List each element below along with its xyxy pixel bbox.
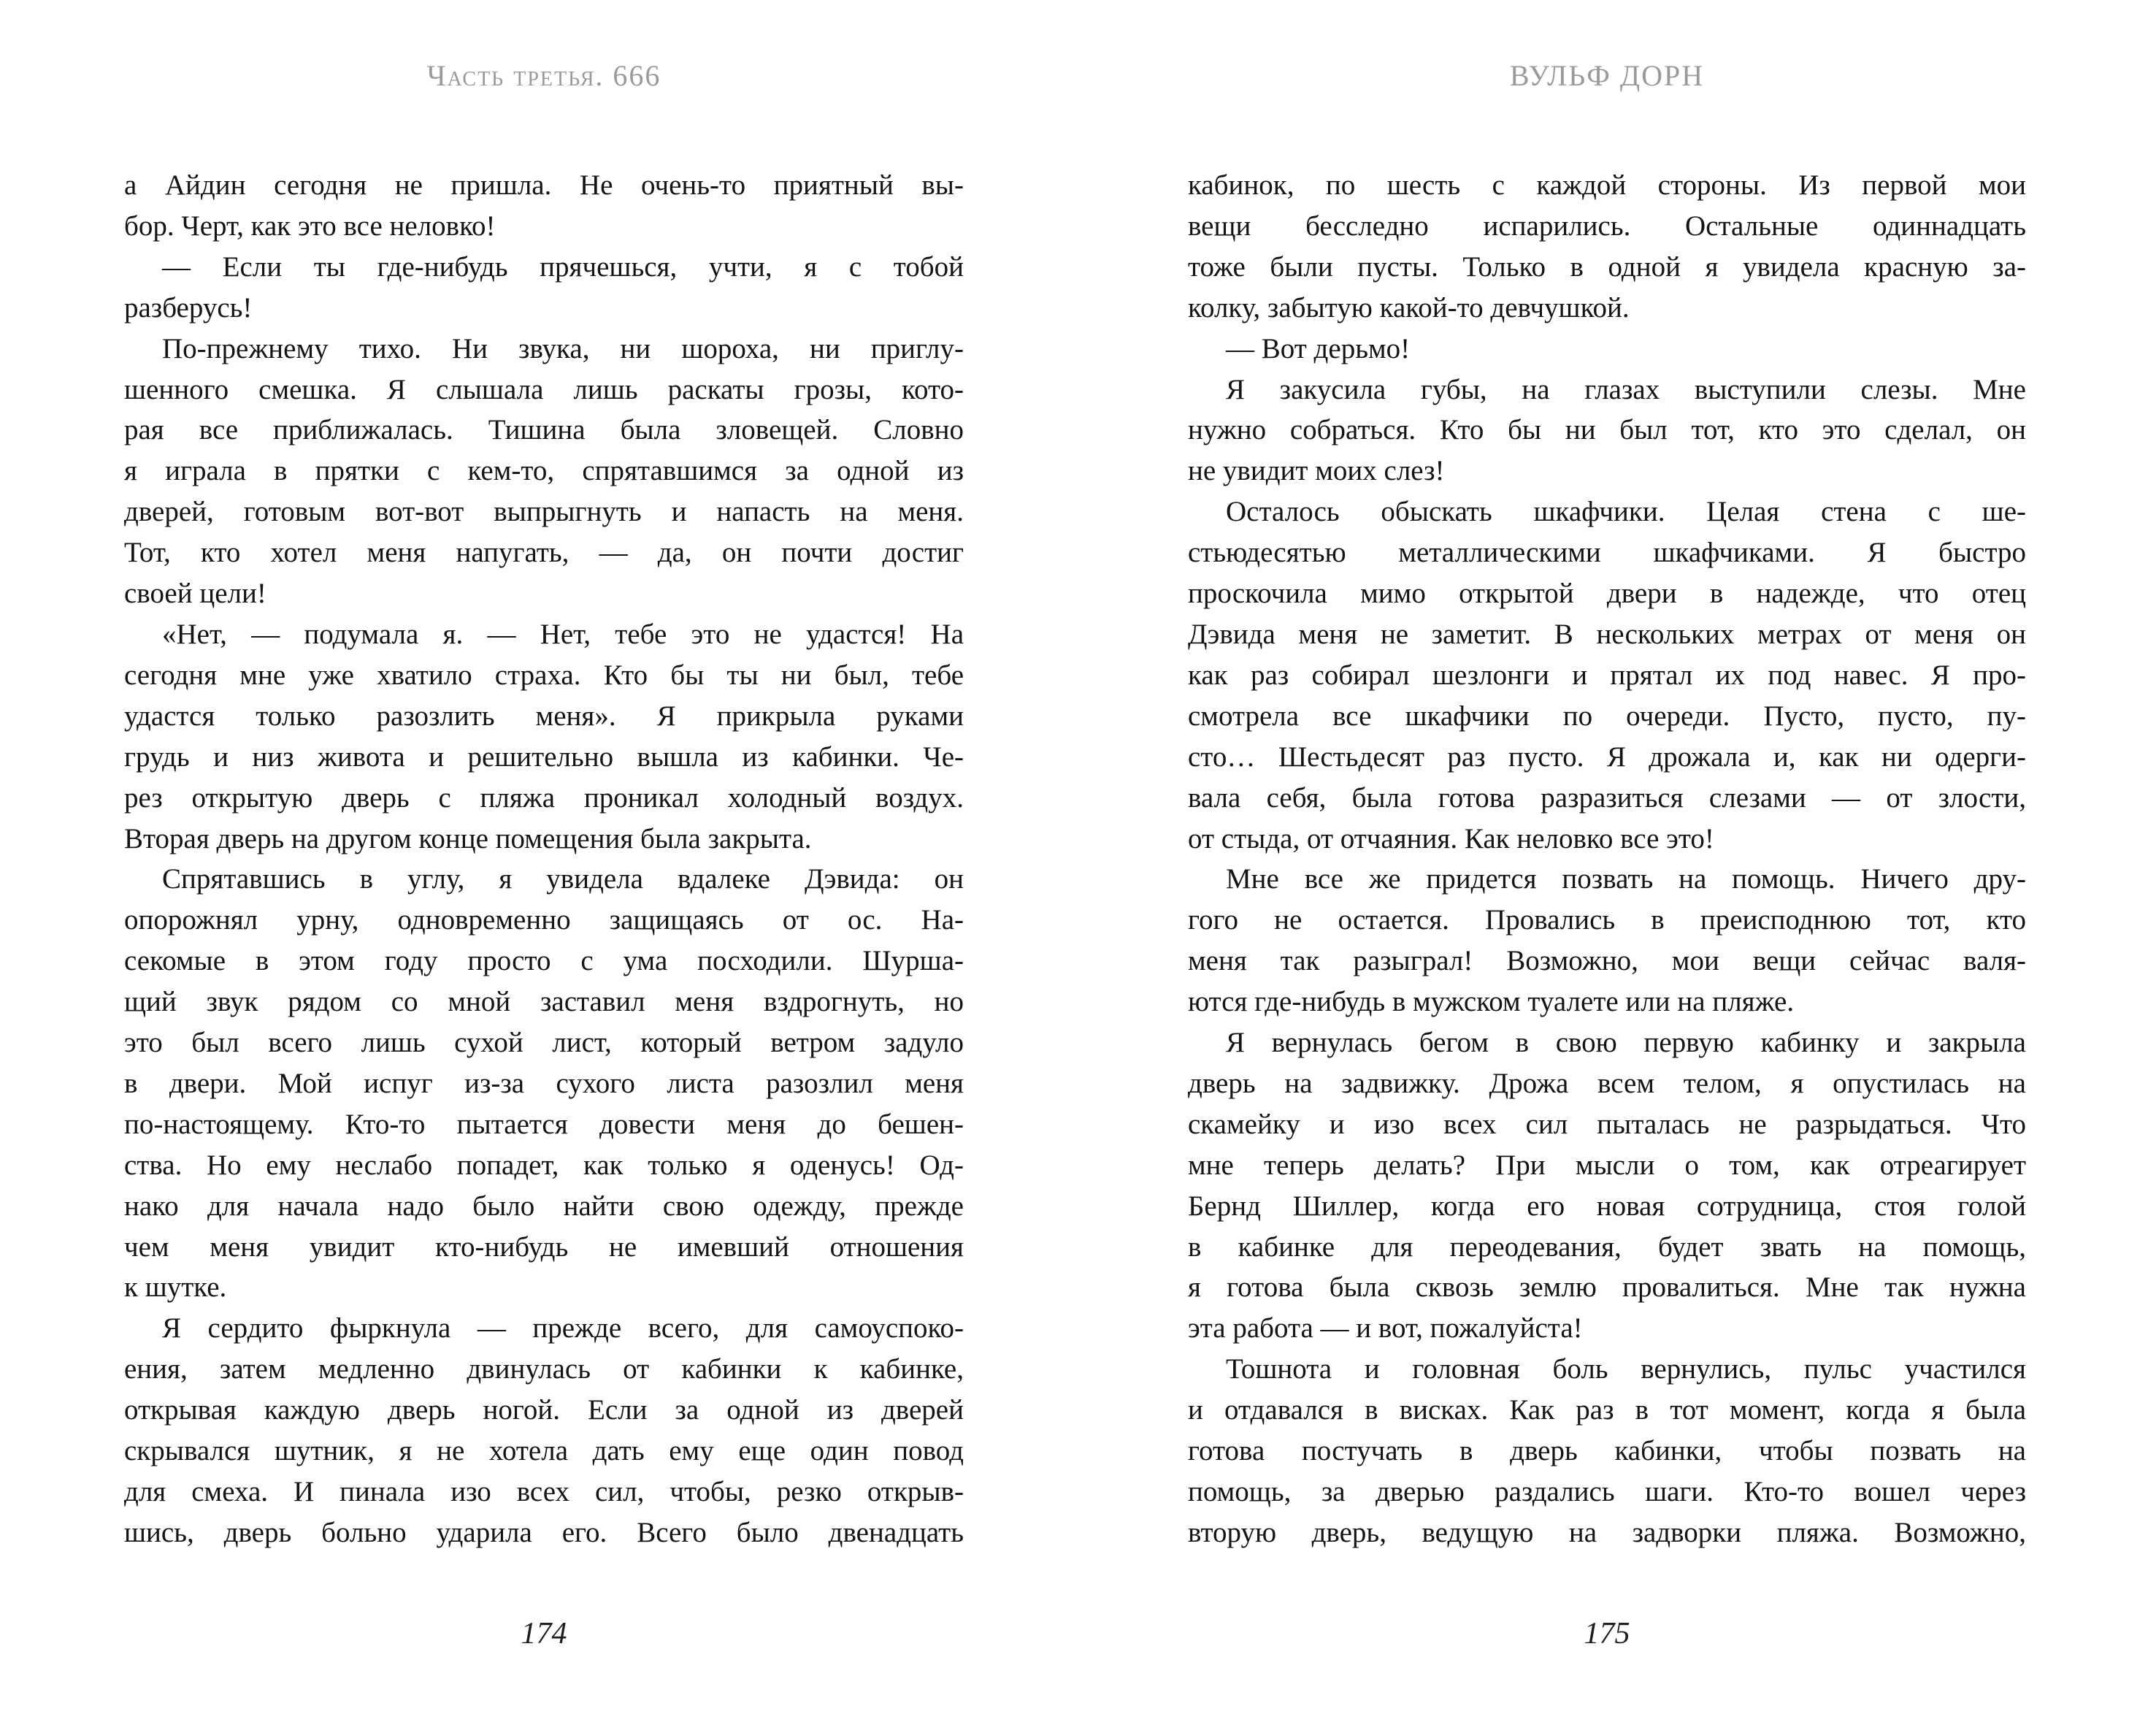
paragraph bbox=[124, 614, 964, 859]
text-line: удастся только разозлить меня». Я прикрыла руками bbox=[124, 700, 964, 732]
text-line: рая все приближалась. Тишина была зловещей. Словно bbox=[124, 414, 964, 446]
page-number-left: 174 bbox=[521, 1617, 567, 1651]
page-left bbox=[124, 0, 964, 1725]
text-line: Тот, кто хотел меня напугать, — да, он почти достиг bbox=[124, 537, 964, 569]
text-line: шись, дверь больно ударила его. Всего было двенадцать bbox=[124, 1516, 964, 1548]
text-line: нако для начала надо было найти свою одежду, прежде bbox=[124, 1190, 964, 1222]
paragraph bbox=[1188, 492, 2026, 859]
text-line: гого не остается. Провались в преисподнюю тот, кто bbox=[1188, 904, 2026, 936]
paragraph bbox=[1188, 370, 2026, 492]
text-line: эта работа — и вот, пожалуйста! bbox=[1188, 1312, 1583, 1345]
text-line: по-настоящему. Кто-то пытается довести меня до бешен- bbox=[124, 1108, 964, 1140]
text-line: Осталось обыскать шкафчики. Целая стена с ше- bbox=[1226, 496, 2026, 528]
page-number-right: 175 bbox=[1584, 1617, 1630, 1651]
text-line: а Айдин сегодня не пришла. Не очень-то приятный вы- bbox=[124, 169, 964, 201]
text-line: для смеха. И пинала изо всех сил, чтобы, резко открыв- bbox=[124, 1476, 964, 1507]
text-line: в кабинке для переодевания, будет звать на помощь, bbox=[1188, 1231, 2026, 1263]
text-line: грудь и низ живота и решительно вышла из кабинки. Че- bbox=[124, 741, 964, 773]
text-line: помощь, за дверью раздались шаги. Кто-то вошел через bbox=[1188, 1476, 2026, 1507]
text-line: бор. Черт, как это все неловко! bbox=[124, 210, 496, 242]
paragraph bbox=[124, 1308, 964, 1553]
paragraph bbox=[1188, 1022, 2026, 1349]
text-line: проскочила мимо открытой двери в надежде, что отец bbox=[1188, 578, 2026, 610]
text-line: Я сердито фыркнула — прежде всего, для самоуспоко- bbox=[162, 1312, 964, 1345]
running-head-left: Часть третья. 666 bbox=[426, 59, 661, 92]
text-line: вторую дверь, ведущую на задворки пляжа. Возможно, bbox=[1188, 1516, 2026, 1548]
text-line: секомые в этом году просто с ума посходили. Шурша- bbox=[124, 945, 964, 977]
text-line: вала себя, была готова разразиться слезами — от злости, bbox=[1188, 781, 2026, 814]
text-line: — Если ты где-нибудь прячешься, учти, я с тобой bbox=[162, 250, 964, 283]
text-line: кабинок, по шесть с каждой стороны. Из первой мои bbox=[1188, 169, 2026, 201]
text-line: мне теперь делать? При мысли о том, как отреагирует bbox=[1188, 1149, 2026, 1181]
text-line: скамейку и изо всех сил пыталась не разрыдаться. Что bbox=[1188, 1108, 2026, 1140]
text-line: сегодня мне уже хватило страха. Кто бы ты ни был, тебе bbox=[124, 659, 964, 691]
text-line: Мне все же придется позвать на помощь. Ничего дру- bbox=[1226, 863, 2026, 895]
text-line: нужно собраться. Кто бы ни был тот, кто это сделал, он bbox=[1188, 414, 2026, 446]
text-line: ения, затем медленно двинулась от кабинки к кабинке, bbox=[124, 1353, 964, 1385]
paragraph bbox=[1188, 165, 2026, 329]
text-line: готова постучать в дверь кабинки, чтобы позвать на bbox=[1188, 1435, 2026, 1467]
text-line: щий звук рядом со мной заставил меня вздрогнуть, но bbox=[124, 986, 964, 1018]
text-line: колку, забытую какой-то девчушкой. bbox=[1188, 291, 1630, 324]
text-line: сто… Шестьдесят раз пусто. Я дрожала и, как ни одерги- bbox=[1188, 741, 2026, 773]
paragraph bbox=[124, 247, 964, 329]
paragraph bbox=[124, 329, 964, 614]
text-line: разберусь! bbox=[124, 291, 253, 324]
text-line: вещи бесследно испарились. Остальные одиннадцать bbox=[1188, 210, 2026, 242]
text-line: опорожнял урну, одновременно защищаясь от ос. На- bbox=[124, 904, 964, 936]
text-line: это был всего лишь сухой лист, который ветром задуло bbox=[124, 1027, 964, 1059]
text-line: как раз собирал шезлонги и прятал их под навес. Я про- bbox=[1188, 659, 2026, 691]
text-line: «Нет, — подумала я. — Нет, тебе это не удастся! На bbox=[162, 618, 964, 650]
text-line: от стыда, от отчаяния. Как неловко все это! bbox=[1188, 822, 1714, 854]
text-line: — Вот дерьмо! bbox=[1226, 332, 1411, 364]
text-line: шенного смешка. Я слышала лишь раскаты грозы, кото- bbox=[124, 373, 964, 405]
paragraph bbox=[124, 165, 964, 247]
text-line: Спрятавшись в углу, я увидела вдалеке Дэвида: он bbox=[162, 863, 964, 895]
text-line: ются где-нибудь в мужском туалете или на пляже. bbox=[1188, 986, 1795, 1018]
text-line: Я закусила губы, на глазах выступили слезы. Мне bbox=[1226, 373, 2026, 405]
text-line: дверь на задвижку. Дрожа всем телом, я опустилась на bbox=[1188, 1067, 2026, 1099]
text-line: По-прежнему тихо. Ни звука, ни шороха, ни приглу- bbox=[162, 332, 964, 364]
text-line: не увидит моих слез! bbox=[1188, 455, 1445, 487]
text-line: Тошнота и головная боль вернулись, пульс участился bbox=[1226, 1353, 2026, 1385]
text-line: в двери. Мой испуг из-за сухого листа разозлил меня bbox=[124, 1067, 964, 1099]
paragraph bbox=[1188, 859, 2026, 1022]
text-line: Я вернулась бегом в свою первую кабинку и закрыла bbox=[1226, 1027, 2026, 1059]
text-line: к шутке. bbox=[124, 1271, 227, 1304]
text-line: я играла в прятки с кем-то, спрятавшимся за одной из bbox=[124, 455, 964, 487]
text-line: тоже были пусты. Только в одной я увидела красную за- bbox=[1188, 250, 2026, 283]
text-line: стьюдесятью металлическими шкафчиками. Я быстро bbox=[1188, 537, 2026, 569]
text-line: Дэвида меня не заметит. В нескольких метрах от меня он bbox=[1188, 618, 2026, 650]
text-line: Вторая дверь на другом конце помещения была закрыта. bbox=[124, 822, 812, 854]
running-head-right: ВУЛЬФ ДОРН bbox=[1509, 59, 1705, 92]
text-line: своей цели! bbox=[124, 578, 266, 610]
page-right bbox=[1188, 0, 2026, 1725]
text-line: чем меня увидит кто-нибудь не имевший отношения bbox=[124, 1231, 964, 1263]
text-line: рез открытую дверь с пляжа проникал холодный воздух. bbox=[124, 781, 964, 814]
text-line: я готова была сквозь землю провалиться. Мне так нужна bbox=[1188, 1271, 2026, 1304]
text-line: Бернд Шиллер, когда его новая сотрудница, стоя голой bbox=[1188, 1190, 2026, 1222]
text-block-right bbox=[1188, 165, 2026, 1553]
text-line: дверей, готовым вот-вот выпрыгнуть и напасть на меня. bbox=[124, 496, 964, 528]
paragraph bbox=[124, 859, 964, 1308]
text-line: скрывался шутник, я не хотела дать ему еще один повод bbox=[124, 1435, 964, 1467]
text-line: ства. Но ему неслабо попадет, как только я оденусь! Од- bbox=[124, 1149, 964, 1181]
text-line: и отдавался в висках. Как раз в тот момент, когда я была bbox=[1188, 1394, 2026, 1426]
paragraph bbox=[1188, 329, 2026, 370]
text-line: меня так разыграл! Возможно, мои вещи сейчас валя- bbox=[1188, 945, 2026, 977]
text-line: смотрела все шкафчики по очереди. Пусто, пусто, пу- bbox=[1188, 700, 2026, 732]
paragraph bbox=[1188, 1349, 2026, 1553]
text-block-left bbox=[124, 165, 964, 1553]
text-line: открывая каждую дверь ногой. Если за одной из дверей bbox=[124, 1394, 964, 1426]
